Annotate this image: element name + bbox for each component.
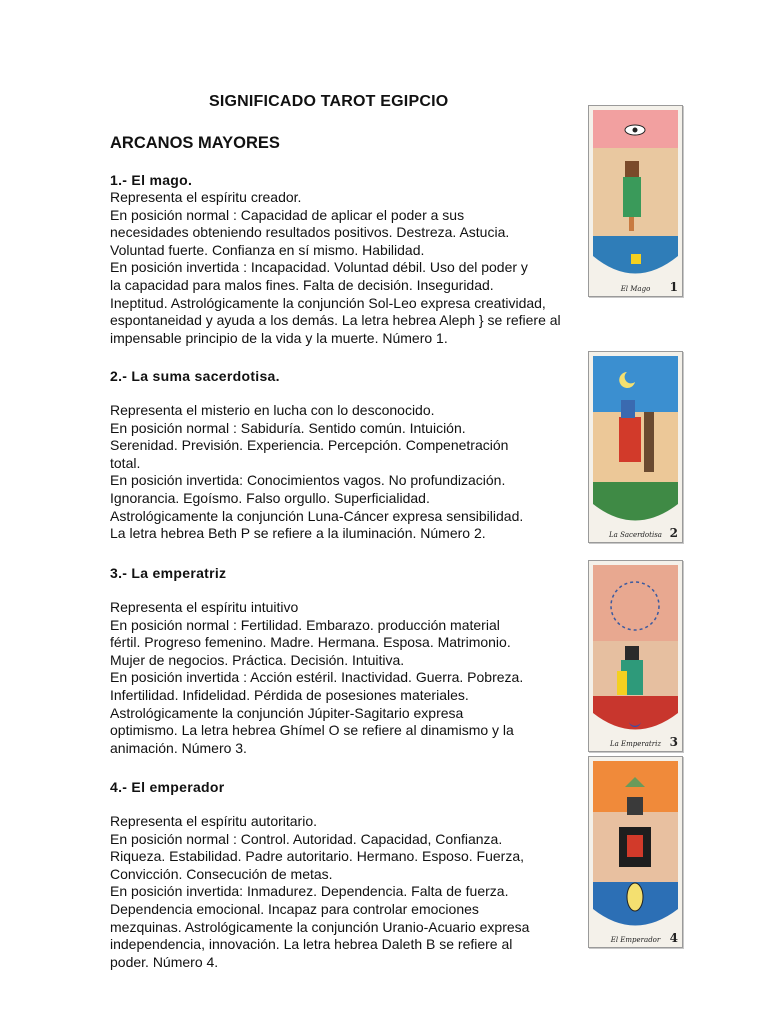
card-label: El Mago [620,285,651,293]
tarot-card-el-emperador [588,756,683,948]
arcano-line: En posición invertida : Acción estéril. Inactividad. Guerra. Pobreza. [110,669,524,686]
arcano-line: En posición normal : Capacidad de aplicar el poder a sus [110,206,465,223]
arcano-line: Riqueza. Estabilidad. Padre autoritario. Hermano. Esposo. Fuerza, [110,848,524,865]
card-number: 2 [669,526,678,540]
card-label: El Emperador [610,936,661,944]
arcano-line: Representa el misterio en lucha con lo desconocido. [110,402,435,418]
arcano-line: Astrológicamente la conjunción Júpiter-Sagitario expresa [110,704,464,721]
arcano-line: Astrológicamente la conjunción Luna-Cáncer expresa sensibilidad. [110,507,524,524]
arcano-line: Representa el espíritu autoritario. [110,813,317,829]
arcano-line: Ignorancia. Egoísmo. Falso orgullo. Superficialidad. [110,489,430,506]
arcano-line: Convicción. Consecución de metas. [110,865,333,882]
arcano-heading: 3.- La emperatriz [110,565,227,581]
arcano-line: optimismo. La letra hebrea Ghímel O se refiere al dinamismo y la [110,722,514,739]
arcano-line: Voluntad fuerte. Confianza en sí mismo. Habilidad. [110,241,425,258]
arcano-line: espontaneidad y ayuda a los demás. La letra hebrea Aleph } se refiere al [110,312,561,329]
arcano-line: poder. Número 4. [110,953,219,970]
arcano-line: Mujer de negocios. Práctica. Decisión. Intuitiva. [110,651,405,668]
section-title: ARCANOS MAYORES [110,134,280,152]
arcano-heading: 1.- El mago. [110,172,193,188]
arcano-line: Dependencia emocional. Incapaz para controlar emociones [110,900,479,917]
arcano-section-2 [110,368,615,543]
arcano-line: Infertilidad. Infidelidad. Pérdida de posesiones materiales. [110,686,469,703]
card-number: 4 [669,931,678,945]
arcano-line: fértil. Progreso femenino. Madre. Hermana. Esposa. Matrimonio. [110,634,511,651]
arcano-section-1 [110,172,615,347]
tarot-card-la-emperatriz [588,560,683,752]
arcano-heading: 4.- El emperador [110,779,225,795]
arcano-line: independencia, innovación. La letra hebrea Daleth B se refiere al [110,936,513,953]
card-illustration [589,352,682,542]
arcano-line: Serenidad. Previsión. Experiencia. Percepción. Compenetración [110,437,509,454]
tarot-card-la-sacerdotisa [588,351,683,543]
card-illustration [589,106,682,296]
arcano-section-4 [110,779,615,971]
tarot-card-el-mago [588,105,683,297]
card-number: 3 [669,735,678,749]
arcano-heading: 2.- La suma sacerdotisa. [110,368,280,384]
card-number: 1 [669,280,678,294]
arcano-line: animación. Número 3. [110,739,247,756]
arcano-line: impensable principio de la vida y la muerte. Número 1. [110,329,448,346]
page-title: SIGNIFICADO TAROT EGIPCIO [209,93,449,110]
arcano-line: necesidades obteniendo resultados positivos. Destreza. Astucia. [110,224,510,241]
card-illustration [589,757,682,947]
arcano-line: En posición normal : Control. Autoridad. Capacidad, Confianza. [110,830,503,847]
arcano-line: En posición invertida: Conocimientos vagos. No profundización. [110,472,506,489]
arcano-line: La letra hebrea Beth P se refiere a la iluminación. Número 2. [110,525,486,542]
arcano-line: Ineptitud. Astrológicamente la conjunción Sol-Leo expresa creatividad, [110,294,546,311]
card-illustration [589,561,682,751]
arcano-line: la capacidad para malos fines. Falta de decisión. Inseguridad. [110,276,494,293]
arcano-section-3 [110,565,615,757]
arcano-line: En posición invertida: Inmadurez. Dependencia. Falta de fuerza. [110,883,509,900]
card-label: La Sacerdotisa [609,531,662,539]
arcano-line: mezquinas. Astrológicamente la conjunción Uranio-Acuario expresa [110,918,530,935]
arcano-line: total. [110,454,141,471]
arcano-line: En posición normal : Sabiduría. Sentido común. Intuición. [110,419,466,436]
arcano-line: En posición invertida : Incapacidad. Voluntad débil. Uso del poder y [110,259,528,276]
arcano-line: En posición normal : Fertilidad. Embarazo. producción material [110,616,500,633]
arcano-line: Representa el espíritu intuitivo [110,599,299,615]
arcano-line: Representa el espíritu creador. [110,189,302,205]
card-label: La Emperatriz [609,740,662,748]
